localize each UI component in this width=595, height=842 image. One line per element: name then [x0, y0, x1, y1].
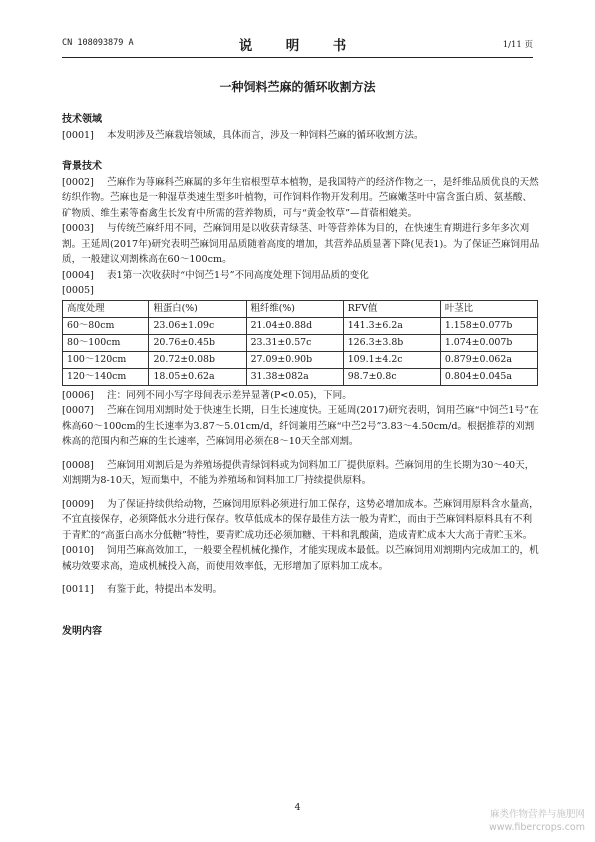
table-header-cell: 叶茎比	[440, 300, 537, 317]
paragraph-text: 苎麻饲用刈割后是为养殖场提供青绿饲料或为饲料加工厂提供原料。苎麻饲用的生长期为30～40天，刈割期为8-10天，短而集中，不能为养殖场和饲料加工厂持续提供原料。	[62, 459, 535, 486]
section-heading-tech-field: 技术领域	[62, 114, 102, 125]
paragraph-text: 为了保证持续供给动物，苎麻饲用原料必须进行加工保存，这势必增加成本。苎麻饲用原料含水量高，不宜直接保存，必须降低水分进行保存。牧草低成本的保存最佳方法一般为青贮，而由于苎麻饲料原料具有不利于青贮的“高蛋白高水分低糖”特性，要青贮成功还必须加糖、干料和乳酸菌，造成青贮成本大大高于青贮玉米。	[62, 498, 539, 541]
paragraph-0002	[62, 175, 540, 222]
paragraph-text: 苎麻作为荨麻科苎麻属的多年生宿根型草本植物，是我国特产的经济作物之一，是纤维品质优良的天然纺织作物。苎麻也是一种湿草类速生型多叶植物，可作饲料作物开发利用。苎麻嫩茎叶中富含蛋白质、氨基酸、矿物质、维生素等畜禽生长发育中所需的营养物质，可与“黄金牧草”—苜蓿相媲美。	[62, 176, 539, 219]
table-header-cell: 粗蛋白(%)	[149, 300, 246, 317]
paragraph-number: [0005]	[62, 285, 94, 296]
table-cell: 141.3±6.2a	[343, 317, 440, 334]
header-rule	[62, 57, 533, 58]
table-header-cell: 高度处理	[63, 300, 149, 317]
table-header-cell: RFV值	[343, 300, 440, 317]
paragraph-text: 本发明涉及苎麻栽培领域，具体而言，涉及一种饲料苎麻的循环收割方法。	[107, 129, 424, 141]
paragraph-0004	[62, 268, 540, 284]
paragraph-0010	[62, 543, 540, 574]
table-cell: 31.38±082a	[246, 368, 343, 385]
paragraph-0001	[62, 128, 540, 144]
table-header-cell: 粗纤维(%)	[246, 300, 343, 317]
table-row	[63, 334, 538, 351]
paragraph-number: [0003]	[62, 223, 94, 234]
table-cell: 20.76±0.45b	[149, 334, 246, 351]
table-row	[63, 317, 538, 334]
table-cell: 98.7±0.8c	[343, 368, 440, 385]
section-heading-background: 背景技术	[62, 161, 102, 172]
table-cell: 126.3±3.8b	[343, 334, 440, 351]
paragraph-text: 饲用苎麻高效加工，一般要全程机械化操作，才能实现成本最低。以苎麻饲用刈割期内完成加工的，机械功效要求高，造成机械投入高，而使用效率低，无形增加了原料加工成本。	[62, 545, 539, 572]
watermark-title: 麻类作物营养与施肥网	[489, 809, 585, 820]
doc-type: 说 明 书	[238, 38, 357, 54]
watermark	[489, 808, 585, 834]
table-caption: 表1第一次收获时“中饲苎1号”不同高度处理下饲用品质的变化	[107, 269, 369, 281]
paragraph-number: [0006]	[62, 389, 94, 401]
page-number: 4	[294, 802, 301, 813]
table-row	[63, 368, 538, 385]
paragraph-number: [0009]	[62, 498, 94, 510]
paragraph-0008	[62, 458, 540, 489]
paragraph-number: [0001]	[62, 129, 94, 141]
table-cell: 100～120cm	[63, 351, 149, 368]
table-cell: 27.09±0.90b	[246, 351, 343, 368]
paragraph-0007	[62, 403, 540, 450]
paragraph-0005	[62, 283, 540, 299]
table-cell: 0.804±0.045a	[440, 368, 537, 385]
table-cell: 23.06±1.09c	[149, 317, 246, 334]
paragraph-text: 苎麻在饲用刈割时处于快速生长期，日生长速度快。王延周(2017)研究表明，饲用苎麻“中饲苎1号”在株高60～100cm的生长速率为3.87～5.01cm/d，纤饲兼用苎麻“中苎2号”3.83～4.50cm/d。根据推荐的刈割株高的范围内和苎麻的生长速率，苎麻饲用必须在8～10天全部刈割。	[62, 405, 539, 447]
watermark-url: www.fibercrops.com	[488, 822, 585, 833]
table-cell: 80～100cm	[63, 334, 149, 351]
table-cell: 20.72±0.08b	[149, 351, 246, 368]
table-cell: 1.158±0.077b	[440, 317, 537, 334]
paragraph-0011	[62, 582, 540, 598]
paragraph-number: [0002]	[62, 176, 94, 188]
paragraph-text: 与传统苎麻纤用不同，苎麻饲用是以收获青绿茎、叶等营养体为目的，在快速生育期进行多年多次刈割。王延周(2017年)研究表明苎麻饲用品质随着高度的增加，其营养品质显著下降(见表1)。为了保证苎麻饲用品质，一般建议刈割株高在60～100cm。	[62, 223, 540, 265]
table-row	[63, 351, 538, 368]
table-cell: 60～80cm	[63, 317, 149, 334]
table-note: 注：同列不同小写字母间表示差异显著(P<0.05)，下同。	[107, 389, 352, 401]
table-cell: 0.879±0.062a	[440, 351, 537, 368]
document-body	[62, 112, 540, 639]
page-header	[62, 38, 533, 52]
section-heading-invention: 发明内容	[62, 625, 102, 637]
paragraph-number: [0007]	[62, 405, 94, 416]
table-cell: 109.1±4.2c	[343, 351, 440, 368]
paragraph-number: [0004]	[62, 269, 94, 281]
paragraph-number: [0010]	[62, 545, 94, 556]
forage-quality-table	[62, 300, 538, 386]
paragraph-number: [0011]	[62, 584, 94, 595]
page-counter: 1/11 页	[502, 40, 533, 50]
paragraph-text: 有鉴于此，特提出本发明。	[107, 584, 223, 595]
table-cell: 1.074±0.007b	[440, 334, 537, 351]
doc-number: CN 108093879 A	[62, 38, 134, 48]
paragraph-number: [0008]	[62, 459, 94, 471]
table-cell: 23.31±0.57c	[246, 334, 343, 351]
paragraph-0009	[62, 497, 540, 544]
paragraph-0003	[62, 221, 540, 268]
table-cell: 18.05±0.62a	[149, 368, 246, 385]
table-cell: 21.04±0.88d	[246, 317, 343, 334]
document-title: 一种饲料苎麻的循环收割方法	[219, 80, 376, 94]
paragraph-0006	[62, 388, 540, 404]
table-header-row	[63, 300, 538, 317]
table-cell: 120～140cm	[63, 368, 149, 385]
